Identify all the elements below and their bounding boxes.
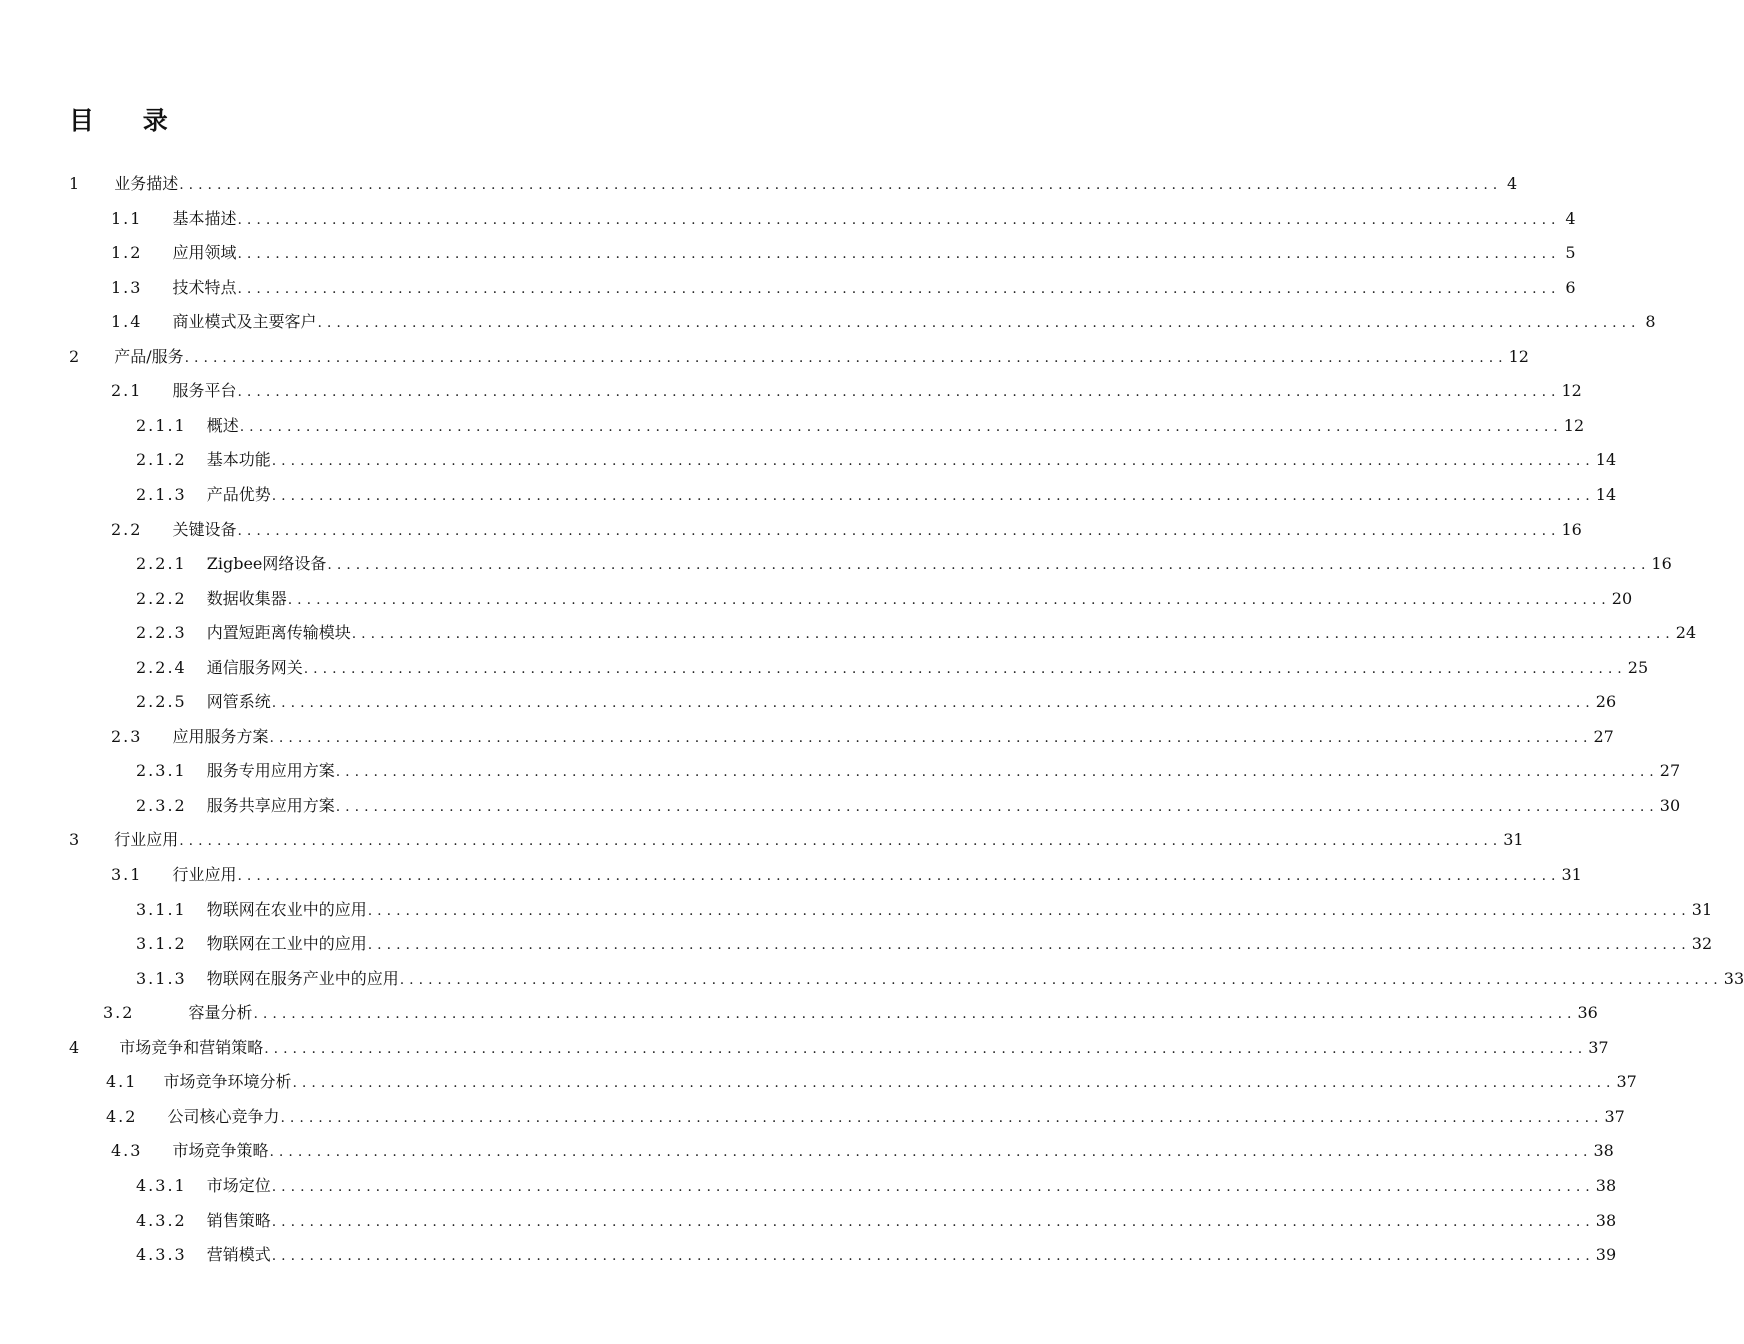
toc-entry-number: 3.2 xyxy=(103,1003,135,1023)
toc-dot-leader: ............................................................................................................................................ xyxy=(179,177,1503,193)
toc-entry[interactable] xyxy=(136,966,1744,992)
toc-entry-number: 1.2 xyxy=(111,243,143,263)
toc-entry-number: 1 xyxy=(69,174,82,193)
toc-entry-label: 公司核心竞争力 xyxy=(167,1106,280,1126)
toc-entry-page-number: 30 xyxy=(1659,795,1681,815)
toc-entry-number: 4.3.2 xyxy=(136,1210,187,1230)
toc-entry-label: 网管系统 xyxy=(206,692,271,712)
toc-entry-page-number: 12 xyxy=(1563,415,1585,435)
toc-entry-number: 4 xyxy=(69,1037,82,1057)
toc-entry-label: 营销模式 xyxy=(206,1245,271,1264)
toc-entry-page-number: 12 xyxy=(1561,381,1582,401)
toc-entry-number: 1.1 xyxy=(111,208,143,228)
toc-entry-number: 3.1 xyxy=(111,865,143,884)
toc-entry-page-number: 25 xyxy=(1627,657,1649,677)
toc-dot-leader: ............................................................................................................................................ xyxy=(271,487,1595,504)
toc-entry-label: 通信服务网关 xyxy=(206,657,303,677)
toc-entry-label: 物联网在工业中的应用 xyxy=(206,934,367,954)
toc-entry-page-number: 14 xyxy=(1595,450,1617,470)
toc-entry-label: 服务共享应用方案 xyxy=(206,795,335,815)
toc-entry[interactable] xyxy=(111,1138,1614,1164)
toc-entry-number: 2.3 xyxy=(111,726,143,746)
toc-entry-page-number: 4 xyxy=(1565,208,1576,228)
toc-entry-number: 4.3.1 xyxy=(136,1175,187,1195)
toc-dot-leader: ............................................................................................................................................ xyxy=(239,418,1563,435)
toc-entry-label: 物联网在农业中的应用 xyxy=(206,899,367,919)
toc-entry-number: 2 xyxy=(69,346,82,366)
toc-dot-leader: ............................................................................................................................................ xyxy=(271,695,1595,712)
toc-entry[interactable] xyxy=(111,862,1582,888)
toc-entry-number: 2.2 xyxy=(111,519,143,539)
toc-entry-number: 1.3 xyxy=(111,277,143,297)
toc-dot-leader: ............................................................................................................................................ xyxy=(271,1248,1595,1264)
toc-entry-number: 4.3 xyxy=(111,1141,143,1161)
toc-entry-number: 1.4 xyxy=(111,312,143,332)
toc-entry-label: 基本功能 xyxy=(206,450,271,470)
toc-entry-number: 4.3.3 xyxy=(136,1245,187,1264)
toc-entry[interactable] xyxy=(136,689,1617,715)
toc-entry-number: 2.1.2 xyxy=(136,450,187,470)
toc-entry-label: 服务平台 xyxy=(172,381,237,401)
toc-entry-page-number: 24 xyxy=(1675,623,1697,643)
toc-entry[interactable] xyxy=(111,275,1576,301)
toc-dot-leader: ............................................................................................................................................ xyxy=(271,1178,1595,1195)
toc-entry-page-number: 37 xyxy=(1616,1072,1637,1092)
toc-dot-leader: ............................................................................................................................................ xyxy=(184,349,1508,366)
toc-entry[interactable] xyxy=(136,620,1697,646)
toc-entry-page-number: 37 xyxy=(1604,1106,1625,1126)
toc-entry-label: 应用领域 xyxy=(172,243,237,263)
toc-entry-page-number: 33 xyxy=(1723,968,1744,988)
toc-entry-label: 容量分析 xyxy=(188,1003,253,1023)
toc-entry[interactable] xyxy=(69,344,1529,370)
toc-entry-page-number: 16 xyxy=(1651,554,1672,573)
toc-entry[interactable] xyxy=(106,1104,1625,1130)
toc-entry-number: 3.1.2 xyxy=(136,934,187,954)
toc-dot-leader: ............................................................................................................................................ xyxy=(280,1109,1604,1126)
toc-entry[interactable] xyxy=(106,1069,1637,1095)
toc-title: 目 录 xyxy=(69,106,188,135)
toc-entry-page-number: 39 xyxy=(1595,1245,1617,1264)
toc-entry-label: 行业应用 xyxy=(172,865,237,884)
toc-entry-page-number: 5 xyxy=(1565,243,1576,263)
toc-entry-label: 概述 xyxy=(206,415,239,435)
toc-entry-page-number: 16 xyxy=(1561,519,1582,539)
toc-entry-page-number: 32 xyxy=(1691,934,1713,954)
toc-entry-number: 2.2.1 xyxy=(136,554,187,573)
toc-entry-label: 内置短距离传输模块 xyxy=(206,623,351,643)
toc-entry-page-number: 38 xyxy=(1593,1141,1614,1161)
toc-entry[interactable] xyxy=(111,206,1576,232)
toc-entry-page-number: 12 xyxy=(1508,346,1529,366)
toc-entry-number: 2.1.3 xyxy=(136,484,187,504)
toc-entry[interactable] xyxy=(136,413,1585,439)
toc-dot-leader: ............................................................................................................................................ xyxy=(179,833,1503,850)
toc-dot-leader: ............................................................................................................................................ xyxy=(303,660,1627,677)
toc-entry-page-number: 31 xyxy=(1691,899,1713,919)
toc-dot-leader: ............................................................................................................................................ xyxy=(327,557,1651,573)
toc-entry-label: 市场定位 xyxy=(206,1175,271,1195)
toc-dot-leader: ............................................................................................................................................ xyxy=(271,453,1595,470)
toc-entry-page-number: 27 xyxy=(1593,726,1614,746)
toc-dot-leader: ............................................................................................................................................ xyxy=(271,1213,1595,1230)
toc-dot-leader: ............................................................................................................................................ xyxy=(264,1040,1588,1057)
toc-dot-leader: ............................................................................................................................................ xyxy=(237,868,1561,884)
toc-entry-label: 基本描述 xyxy=(172,208,237,228)
toc-entry-number: 3.1.1 xyxy=(136,899,187,919)
toc-entry-page-number: 31 xyxy=(1561,865,1582,884)
toc-entry-label: 数据收集器 xyxy=(206,588,287,608)
toc-entry[interactable] xyxy=(111,240,1576,266)
toc-dot-leader: ............................................................................................................................................ xyxy=(237,211,1561,228)
toc-entry[interactable] xyxy=(69,171,1518,197)
toc-entry-label: Zigbee网络设备 xyxy=(206,554,327,573)
toc-dot-leader: ............................................................................................................................................ xyxy=(335,798,1659,815)
toc-entry-page-number: 31 xyxy=(1503,830,1524,850)
toc-dot-leader: ............................................................................................................................................ xyxy=(269,1144,1593,1161)
toc-entry-page-number: 6 xyxy=(1565,277,1576,297)
toc-entry-label: 市场竞争和营销策略 xyxy=(119,1037,264,1057)
toc-entry-label: 市场竞争环境分析 xyxy=(163,1072,292,1092)
toc-entry-label: 应用服务方案 xyxy=(172,726,269,746)
toc-entry-number: 2.1.1 xyxy=(136,415,187,435)
toc-entry-page-number: 36 xyxy=(1577,1003,1598,1023)
toc-entry[interactable] xyxy=(136,897,1713,923)
toc-entry-number: 3.1.3 xyxy=(136,968,187,988)
toc-entry-number: 4.2 xyxy=(106,1106,138,1126)
toc-entry[interactable] xyxy=(111,309,1656,335)
toc-entry-label: 市场竞争策略 xyxy=(172,1141,269,1161)
toc-entry-page-number: 38 xyxy=(1595,1210,1617,1230)
toc-entry-label: 销售策略 xyxy=(206,1210,271,1230)
toc-entry-label: 服务专用应用方案 xyxy=(206,761,335,781)
toc-entry-number: 2.2.3 xyxy=(136,623,187,643)
toc-dot-leader: ............................................................................................................................................ xyxy=(351,626,1675,643)
toc-dot-leader: ............................................................................................................................................ xyxy=(292,1075,1616,1092)
toc-entry-page-number: 38 xyxy=(1595,1175,1617,1195)
toc-entry-page-number: 14 xyxy=(1595,484,1617,504)
toc-entry-number: 2.3.1 xyxy=(136,761,187,781)
toc-dot-leader: ............................................................................................................................................ xyxy=(317,315,1641,332)
toc-entry-label: 技术特点 xyxy=(172,277,237,297)
toc-entry-page-number: 37 xyxy=(1588,1037,1609,1057)
toc-entry-label: 商业模式及主要客户 xyxy=(172,312,317,332)
toc-entry[interactable] xyxy=(136,482,1617,508)
toc-entry[interactable] xyxy=(69,1035,1609,1061)
toc-entry-number: 2.2.2 xyxy=(136,588,187,608)
toc-dot-leader: ............................................................................................................................................ xyxy=(367,902,1691,919)
toc-entry-label: 关键设备 xyxy=(172,519,237,539)
toc-entry[interactable] xyxy=(69,827,1524,853)
toc-entry[interactable] xyxy=(136,1173,1617,1199)
toc-entry[interactable] xyxy=(136,758,1681,784)
toc-entry[interactable] xyxy=(136,655,1649,681)
toc-entry-label: 业务描述 xyxy=(114,174,179,193)
toc-entry[interactable] xyxy=(111,517,1582,543)
toc-entry[interactable] xyxy=(136,1242,1617,1268)
toc-entry[interactable] xyxy=(136,586,1633,612)
toc-dot-leader: ............................................................................................................................................ xyxy=(269,729,1593,746)
toc-entry-number: 4.1 xyxy=(106,1072,138,1092)
toc-dot-leader: ............................................................................................................................................ xyxy=(237,280,1561,297)
toc-entry[interactable] xyxy=(103,1000,1598,1026)
toc-entry-page-number: 26 xyxy=(1595,692,1617,712)
toc-entry-page-number: 8 xyxy=(1645,312,1656,332)
toc-entry-page-number: 4 xyxy=(1507,174,1518,193)
toc-entry-page-number: 20 xyxy=(1611,588,1633,608)
toc-entry-number: 2.2.5 xyxy=(136,692,187,712)
toc-dot-leader: ............................................................................................................................................ xyxy=(237,522,1561,539)
toc-entry[interactable] xyxy=(111,724,1614,750)
toc-dot-leader: ............................................................................................................................................ xyxy=(237,384,1561,401)
toc-entry[interactable] xyxy=(111,378,1582,404)
toc-entry[interactable] xyxy=(136,1208,1617,1234)
toc-dot-leader: ............................................................................................................................................ xyxy=(367,937,1691,954)
toc-entry[interactable] xyxy=(136,931,1713,957)
toc-entry-label: 产品优势 xyxy=(206,484,271,504)
toc-entry-number: 3 xyxy=(69,830,82,850)
toc-entry-page-number: 27 xyxy=(1659,761,1681,781)
toc-entry-number: 2.1 xyxy=(111,381,143,401)
toc-entry-number: 2.2.4 xyxy=(136,657,187,677)
toc-dot-leader: ............................................................................................................................................ xyxy=(253,1006,1577,1023)
toc-entry-number: 2.3.2 xyxy=(136,795,187,815)
toc-entry-label: 产品/服务 xyxy=(114,346,184,366)
toc-dot-leader: ............................................................................................................................................ xyxy=(237,246,1561,263)
toc-dot-leader: ............................................................................................................................................ xyxy=(399,971,1723,988)
toc-entry-label: 行业应用 xyxy=(114,830,179,850)
toc-entry[interactable] xyxy=(136,793,1681,819)
toc-entry-label: 物联网在服务产业中的应用 xyxy=(206,968,399,988)
toc-dot-leader: ............................................................................................................................................ xyxy=(287,591,1611,608)
toc-entry[interactable] xyxy=(136,447,1617,473)
toc-dot-leader: ............................................................................................................................................ xyxy=(335,764,1659,781)
toc-entry[interactable] xyxy=(136,551,1672,577)
